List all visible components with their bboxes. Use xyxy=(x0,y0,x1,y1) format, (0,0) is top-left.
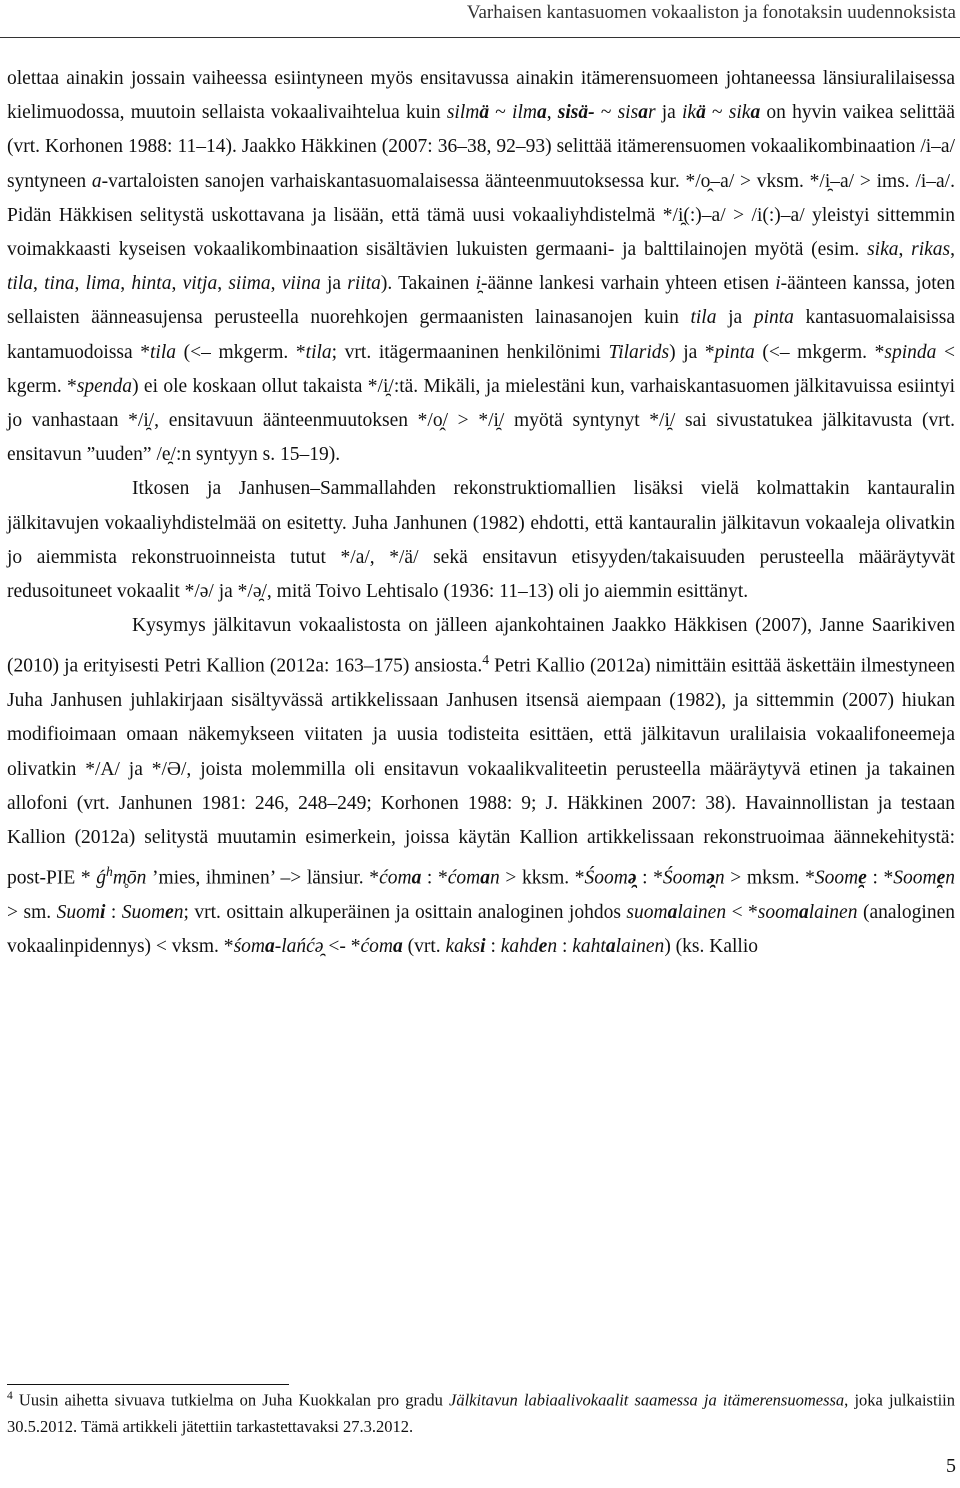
text-run: a xyxy=(536,102,547,124)
text-run: ja xyxy=(716,307,754,329)
text-run: hinta xyxy=(131,273,172,295)
text-run: Tilarids xyxy=(608,341,670,363)
text-run: , xyxy=(74,273,86,295)
text-run: vitja xyxy=(182,273,218,295)
text-run: tila xyxy=(150,341,177,363)
text-run: pinta xyxy=(753,307,794,329)
text-run: a xyxy=(264,936,275,958)
text-run: , xyxy=(950,239,955,261)
text-run: siima xyxy=(228,273,271,295)
text-run: ǵ xyxy=(96,867,106,889)
text-run: tila xyxy=(690,307,717,329)
text-run: , xyxy=(898,239,912,261)
text-run: <- * xyxy=(323,936,361,958)
text-run: a xyxy=(91,170,102,192)
text-run: lainen xyxy=(615,936,665,958)
text-run: Itkosen ja Janhusen–Sammallahden rekonstruktiomallien lisäksi vielä kolmattakin kantauralin jälkitavujen vokaaliyhdistelmää on esitetty. Juha Janhunen (1982) ehdotti, että kantauralin jälkitavun vokaaleja olivatkin jo aiemmista rekonstruoinneista tutut */a/, */ä/ sekä ensitavun etisyyden/takaisuuden perusteella määräytyvät redusoituneet vokaalit */ə/ ja */ə̯/, mitä Toivo Lehtisalo (1936: 11–13) oli jo aiemmin esittänyt. xyxy=(7,478,955,603)
text-run: pinta xyxy=(714,341,755,363)
text-run: e xyxy=(538,936,548,958)
text-run: (<– mkgerm. * xyxy=(176,341,306,363)
text-run: Uusin aihetta sivuava tutkielma on Juha Kuokkalan pro gradu xyxy=(12,1390,450,1410)
text-run: ja xyxy=(320,273,348,295)
text-run: ; vrt. osittain alkuperäinen ja osittain analoginen johdos xyxy=(183,901,627,923)
text-run: ćom xyxy=(379,867,412,889)
text-run: rikas xyxy=(911,239,951,261)
text-run: riita xyxy=(347,273,381,295)
text-run: ; vrt. itägermaaninen henkilönimi xyxy=(331,341,609,363)
text-run: ) ei ole koskaan ollut takaista */i̯/:tä. Mikäli, ja mielestäni kun, varhaiskantasuomen jälkitavuissa esiintyi jo vanhastaan */i̯/, ensitavuun äänteenmuutoksen */o̭/ > */i̯/ myötä syntynyt */i̯/ sai sivustatukea jälkitavusta (vrt. ensitavun ”uuden” /e̯/:n syntyyn s. 15–19). xyxy=(7,375,955,466)
text-run: i̯ xyxy=(475,273,481,295)
body-text xyxy=(7,62,955,964)
text-run: Kysymys jälkitavun vokaalistosta on jälleen ajankohtainen Jaakko Häkkisen (2007), Janne Saarikiven (2010) ja erityisesti Petri Kallion (2012a: 163–175) ansiosta. xyxy=(7,615,955,677)
text-run: olettaa ainakin jossain vaiheessa esiintyneen myös ensitavussa ainakin itämerensuomeen johtaneessa länsiuralilaisessa kielimuodossa, muutoin sellaista vokaalivaihtelua kuin xyxy=(7,68,955,124)
text-run: ä xyxy=(479,102,490,124)
text-run: ə̯ xyxy=(706,867,715,889)
text-run: ~ xyxy=(594,102,618,124)
paragraph xyxy=(7,472,955,609)
text-run: kahd xyxy=(500,936,539,958)
text-run: silm xyxy=(446,102,480,124)
footnote xyxy=(7,1383,955,1440)
text-run: r xyxy=(647,102,656,124)
text-run: sika xyxy=(867,239,899,261)
text-run: e xyxy=(165,901,174,923)
text-run: 4 xyxy=(482,652,490,668)
text-run: < * xyxy=(726,901,758,923)
text-run: tina xyxy=(44,273,75,295)
text-run: n xyxy=(489,867,500,889)
text-run: > kksm. * xyxy=(499,867,585,889)
text-run: -vartaloisten sanojen varhaiskantasuomalaisessa äänteenmuutoksessa kur. */o̭–a/ > vksm. */i̯–a/ > ims. /i–a/. Pidän Häkkisen selitystä uskottavana ja lisään, että tämä uusi vokaaliyhdistelmä */i̯(:)–a/ > /i(:)–a/ yleistyi sittemmin voimakkaasti kyseisen vokaalikombinaation sisältävien lukuisten germaani- ja balttilainojen myötä (esim. xyxy=(7,170,955,261)
text-run: , xyxy=(120,273,132,295)
text-run: (<– mkgerm. * xyxy=(754,341,885,363)
text-run: > sm. xyxy=(7,901,57,923)
text-run: tila xyxy=(305,341,332,363)
text-run: Suom xyxy=(121,901,166,923)
text-run: (vrt. xyxy=(402,936,446,958)
text-run: , xyxy=(217,273,229,295)
text-run: n xyxy=(714,867,725,889)
text-run: 4 xyxy=(7,1390,13,1402)
text-run: kantasuomalaisissa kantamuodoissa * xyxy=(7,307,955,363)
text-run: m̥ōn xyxy=(112,867,147,889)
text-run: i xyxy=(480,936,486,958)
text-run: : xyxy=(105,901,122,923)
text-run: a xyxy=(480,867,490,889)
text-run: Śoom xyxy=(662,867,707,889)
text-run: Soom xyxy=(893,867,937,889)
text-run: i xyxy=(99,901,106,923)
text-run: ) (ks. Kallio xyxy=(664,936,759,958)
header-rule xyxy=(0,37,960,38)
text-run: e̯ xyxy=(858,867,867,889)
text-run: ä xyxy=(696,102,706,124)
text-run: ’mies, ihminen’ –> länsiur. * xyxy=(146,867,380,889)
text-run: e̯ xyxy=(936,867,946,889)
text-run: n xyxy=(547,936,558,958)
text-run: lainen xyxy=(677,901,727,923)
text-run: -äänteen kanssa, joten sellaisten äänneasujensa perusteella nuorehkojen germaanisten lainasanojen kuin xyxy=(7,273,956,329)
text-run: sik xyxy=(728,102,751,124)
text-run: ~ xyxy=(489,102,513,124)
text-run: , xyxy=(33,273,45,295)
paragraph xyxy=(7,609,955,964)
text-run: , xyxy=(546,102,558,124)
text-run: sisä- xyxy=(557,102,595,124)
text-run: tila xyxy=(7,273,34,295)
paragraph xyxy=(7,62,955,472)
text-run: , xyxy=(171,273,183,295)
text-run: lainen xyxy=(808,901,858,923)
text-run: > mksm. * xyxy=(724,867,815,889)
page-number: 5 xyxy=(946,1455,956,1477)
text-run: a xyxy=(605,936,616,958)
text-run: ə̯ xyxy=(627,867,637,889)
text-run: sis xyxy=(617,102,639,124)
text-run: Soom xyxy=(814,867,859,889)
text-run: Śoom xyxy=(584,867,628,889)
text-run: ja xyxy=(655,102,682,124)
text-run: < kgerm. * xyxy=(7,341,955,397)
text-run: a xyxy=(411,867,422,889)
text-run: a xyxy=(667,901,678,923)
text-run: : xyxy=(557,936,573,958)
running-header: Varhaisen kantasuomen vokaaliston ja fonotaksin uudennoksista xyxy=(466,2,956,23)
text-run: a xyxy=(392,936,403,958)
text-run: on hyvin vaikea selittää (vrt. Korhonen 1988: 11–14). Jaakko Häkkinen (2007: 36–38, 92–93) selittää itämerensuomen vokaalikombinaation /i–a/ syntyneen xyxy=(7,102,955,192)
text-run: h xyxy=(106,864,113,880)
text-run: Suom xyxy=(56,901,100,923)
text-run: ~ xyxy=(705,102,729,124)
text-run: ćom xyxy=(447,867,481,889)
text-run: spinda xyxy=(884,341,937,363)
text-run: ). Takainen xyxy=(380,273,476,295)
text-run: n xyxy=(945,867,955,889)
text-run: : * xyxy=(636,867,663,889)
text-run: -lańćə̯ xyxy=(274,936,324,958)
text-run: : * xyxy=(421,867,448,889)
text-run: viina xyxy=(281,273,321,295)
text-run: -äänne lankesi varhain yhteen etisen xyxy=(480,273,776,295)
text-run: śom xyxy=(233,936,265,958)
text-run: (analoginen vokaalinpidennys) < vksm. * xyxy=(7,901,955,958)
text-run: lima xyxy=(85,273,121,295)
text-run: ) ja * xyxy=(669,341,715,363)
text-run: kaht xyxy=(572,936,606,958)
text-run: n xyxy=(173,901,184,923)
text-run: i xyxy=(775,273,781,295)
text-run: suom xyxy=(626,901,668,923)
text-run: spenda xyxy=(76,375,133,397)
text-run: ilm xyxy=(512,102,537,124)
text-run: ćom xyxy=(360,936,393,958)
text-run: a xyxy=(798,901,809,923)
text-run: Petri Kallio (2012a) nimittäin esittää äskettäin ilmestyneen Juha Janhusen juhlakirjaan sisältyvässä artikkelissaan Janhusen itsensä aiempaan (1982), ja sittemmin (2007) hiukan modifioimaan omaan näkemykseen viitaten ja uusia todisteita esittäen, että jälkitavun uralilaisia vokaalifoneemeja olivatkin */A/ ja */Ə/, joista molemmilla oli ensitavun vokaalikvaliteetin perusteella määräytyvä etinen ja takainen allofoni (vrt. Janhunen 1981: 246, 248–249; Korhonen 1988: 9; J. Häkkinen 2007: 38). Havainnollistan ja testaan Kallion (2012a) selitystä muutamin esimerkein, joissa käytän Kallion artikkelissaan rekonstruoimaa äännekehitystä: post-PIE * xyxy=(7,655,955,889)
text-run: a xyxy=(750,102,761,124)
text-run: soom xyxy=(757,901,799,923)
text-run: , joka julkaistiin 30.5.2012. Tämä artikkeli jätettiin tarkastettavaksi 27.3.2012. xyxy=(7,1390,955,1436)
text-run: kaks xyxy=(445,936,481,958)
text-run: , xyxy=(270,273,282,295)
text-run: ik xyxy=(682,102,697,124)
text-run: Jälkitavun labiaalivokaalit saamessa ja itämerensuomessa xyxy=(449,1390,845,1410)
text-run: : xyxy=(485,936,501,958)
text-run: : * xyxy=(866,867,894,889)
text-run: a xyxy=(638,102,648,124)
